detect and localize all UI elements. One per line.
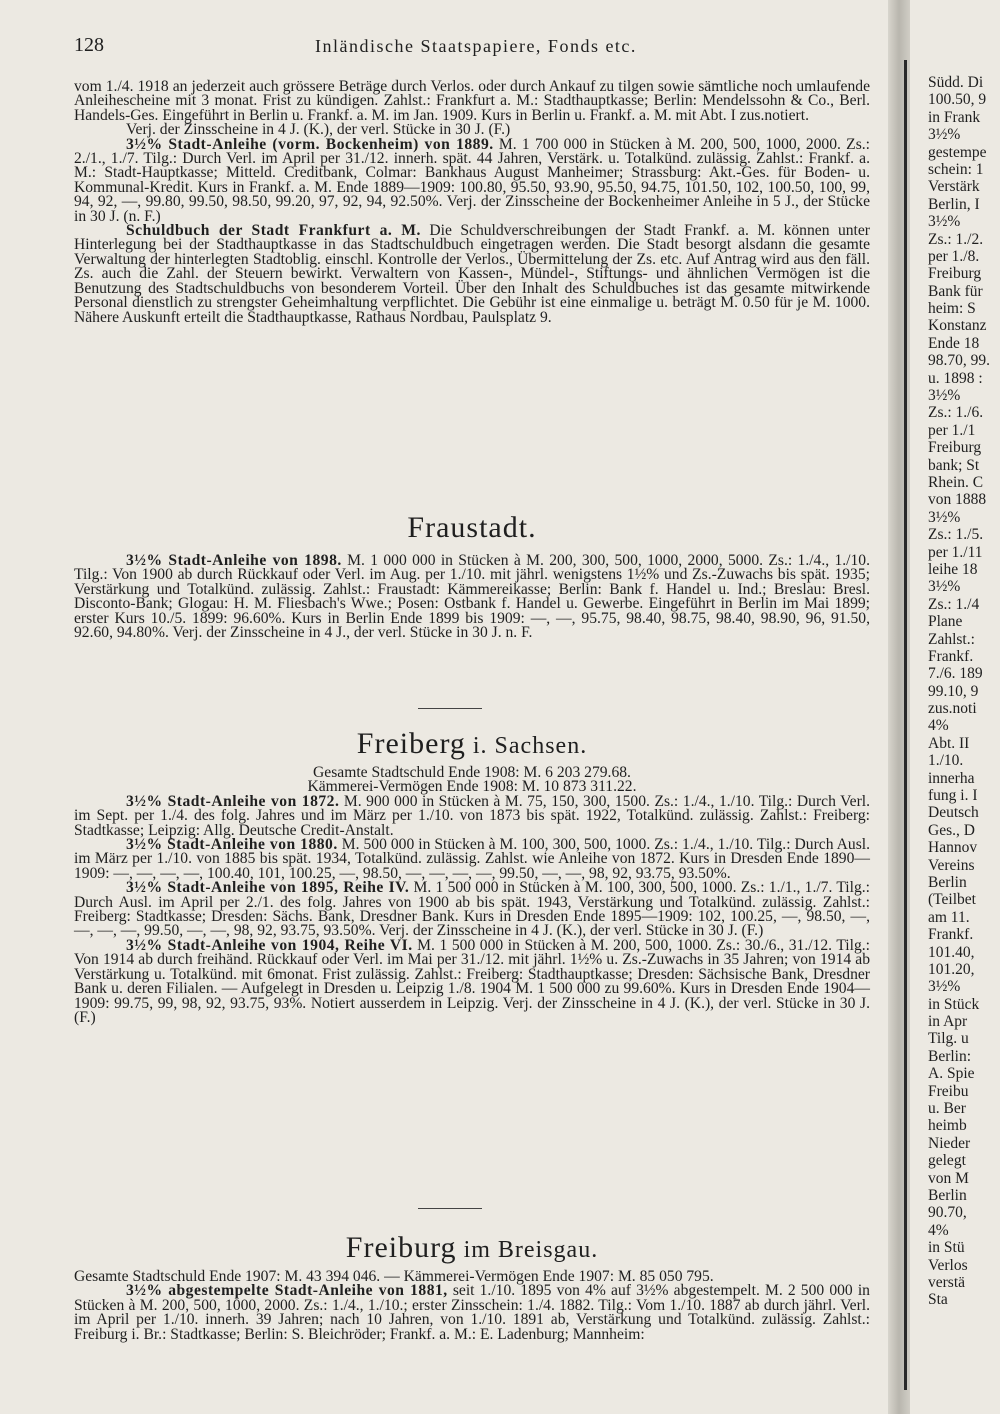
freiberg-heading <box>74 728 870 762</box>
facing-page-line: Frankf. <box>928 926 974 944</box>
freiberg-loan-1904-text: M. 1 500 000 in Stücken à M. 200, 500, 1000. Zs.: 30./6., 31./12. Tilg.: Von 1914 ab durch freihänd. Rückkauf oder Verl. im Mai per 31./12. mit jährl. 1½% u. Zs.-Zuwachs in 35 Jahren; von 1914 ab Verstärkung u. Totalkünd. mit 6monat. Frist zulässig. Zahlst.: Freiberg: Stadthauptkasse; Dresden: Sächsische Bank, Dresdner Bank u. deren Filialen. — Aufgelegt in Dresden u. Leipzig 1./8. 1904 M. 1 500 000 zu 99.60%. Kurs in Dresden Ende 1904—1909: 99.75, 99, 98, 92, 93.75, 93%. Notiert ausserdem in Leipzig. Verj. der Zinsscheine in 4 J. (K.), der verl. Stücke in 30 J. (F.) <box>74 936 870 1026</box>
facing-page-line: 7./6. 189 <box>928 665 983 683</box>
facing-page-line: 90.70, <box>928 1204 967 1222</box>
fraustadt-loan-title: 3½% Stadt-Anleihe von 1898. <box>126 552 342 569</box>
facing-page-line: 101.40, <box>928 943 975 961</box>
facing-page-line: u. Ber <box>928 1100 966 1118</box>
facing-page-line: heim: S <box>928 300 976 318</box>
freiberg-loan-1872 <box>74 792 870 839</box>
facing-page-line: in Stü <box>928 1239 965 1257</box>
facing-page-line: Zahlst.: <box>928 630 975 648</box>
facing-page-column <box>928 74 1000 1309</box>
facing-page-line: Abt. II <box>928 734 970 752</box>
freiberg-loan-1880-text: M. 500 000 in Stücken à M. 100, 300, 500, 1000. Zs.: 1./4., 1./10. Tilg.: Durch Ausl. im März per 1./10. von 1885 bis spät. 1934, Totalkünd. zulässig. Zahlst. wie Anleihe von 1872. Kurs in Dresden Ende 1890—1909: —, —, —, —, 100.40, 101, 100.25, —, 98.50, —, —, —, —, 99.50, —, —, 98, 92, 93.75, 93.50%. <box>74 836 870 882</box>
facing-page-line: verstä <box>928 1273 966 1291</box>
section-divider-2 <box>418 1208 482 1209</box>
freiberg-loan-1872-title: 3½% Stadt-Anleihe von 1872. <box>126 792 340 810</box>
facing-page-line: Nieder <box>928 1134 971 1152</box>
facing-page-line: 3½% <box>928 578 961 596</box>
facing-page-line: Berlin <box>928 873 967 891</box>
facing-page-line: Bank für <box>928 282 983 300</box>
facing-page-line: in Stück <box>928 995 980 1013</box>
fraustadt-loan-entry <box>74 554 870 640</box>
schuldbuch-entry <box>74 224 870 325</box>
facing-page-line: Konstanz <box>928 317 987 335</box>
freiberg-assets: Kämmerei-Vermögen Ende 1908: M. 10 873 311.22. <box>307 778 637 796</box>
facing-page-line: Deutsch <box>928 804 979 822</box>
facing-page-line: per 1./8. <box>928 247 980 265</box>
facing-page-line: Tilg. u <box>928 1030 969 1048</box>
facing-page-line: innerha <box>928 769 975 787</box>
freiburg-heading <box>74 1232 870 1266</box>
facing-page-line: Freibu <box>928 1082 969 1100</box>
facing-page-line: von 1888 <box>928 491 987 509</box>
column-divider <box>904 60 907 1390</box>
facing-page-line: fung i. I <box>928 787 978 805</box>
freiburg-loan-1881-text: seit 1./10. 1895 von 4% auf 3½% abgestempelt. M. 2 500 000 in Stücken à M. 200, 500, 1000, 2000. Zs.: 1./4., 1./10.; erster Zinsschein: 1./4. 1882. Tilg.: Vom 1./10. 1887 ab durch jährl. Verl. im April per 1./10. innerh. 39 Jahren; nach 10 Jahren, von 1./10. 1891 ab, Verstärkung und Totalkünd. zulässig. Zahlst.: Freiburg i. Br.: Stadtkasse; Berlin: S. Bleichröder; Frankf. a. M.: E. Ladenburg; Mannheim: <box>74 1282 870 1343</box>
freiberg-loan-1895 <box>74 881 870 939</box>
facing-page-line: zus.noti <box>928 700 977 718</box>
facing-page-line: Verlos <box>928 1256 968 1274</box>
facing-page-line: 4% <box>928 717 949 735</box>
facing-page-line: gelegt <box>928 1152 966 1170</box>
facing-page-line: Vereins <box>928 856 975 874</box>
section-divider-1 <box>418 708 482 709</box>
freiberg-loan-1880 <box>74 838 870 881</box>
freiburg-section <box>74 1232 870 1342</box>
schuldbuch-title: Schuldbuch der Stadt Frankfurt a. M. <box>126 222 421 240</box>
facing-page-line: Südd. Di <box>928 74 984 91</box>
facing-page-line: Zs.: 1./4 <box>928 595 980 613</box>
facing-page-line: u. 1898 : <box>928 369 983 387</box>
facing-page-line: 99.10, 9 <box>928 682 979 700</box>
freiburg-debt: Gesamte Stadtschuld Ende 1907: M. 43 394 046. — Kämmerei-Vermögen Ende 1907: M. 85 050 795. <box>74 1268 714 1285</box>
facing-page-line: in Apr <box>928 1013 968 1031</box>
facing-page-line: heimb <box>928 1117 967 1135</box>
freiberg-heading-main: Freiberg <box>356 727 466 760</box>
facing-page-line: Ende 18 <box>928 334 980 352</box>
facing-page-line: Zs.: 1./6. <box>928 404 984 422</box>
running-title: Inländische Staatspapiere, Fonds etc. <box>315 36 637 56</box>
facing-page-line: Berlin, I <box>928 195 980 213</box>
freiburg-heading-main: Freiburg <box>345 1231 457 1264</box>
facing-page-line: 3½% <box>928 387 961 405</box>
facing-page-line: gestempe <box>928 143 987 161</box>
facing-page-line: schein: 1 <box>928 160 984 178</box>
page-number: 128 <box>74 34 104 56</box>
freiburg-loan-1881 <box>74 1284 870 1342</box>
schuldbuch-text: Die Schuldverschreibungen der Stadt Frankf. a. M. können unter Hinterlegung bei der Stadthauptkasse in das Stadtschuldbuch eingetragen werden. Die Stadt besorgt alsdann die gesamte Verwaltung der hinterlegten Stadtoblig. einschl. Kontrolle der Verlos., Übermittelung der Zs. etc. Auf Antrag wird aus den fäll. Zs. auch die Zahl. der Steuern bewirkt. Verwaltern von Kassen-, Mündel-, Stiftungs- und ähnlichen Vermögen ist die Benutzung des Stadtschuldbuchs von besonderem Vorteil. Über den Inhalt des Schuldbuches ist das gesamte mitwirkende Personal dienstlich zu strengster Geheimhaltung verpflichtet. Die Gebühr ist eine einmalige u. beträgt M. 0.50 für je M. 1000. Nähere Auskunft erteilt die Stadthauptkasse, Rathaus Nordbau, Paulsplatz 9. <box>74 222 870 326</box>
facing-page-line: 3½% <box>928 213 961 231</box>
facing-page-line: 3½% <box>928 126 961 144</box>
facing-page-line: Freiburg <box>928 439 982 457</box>
facing-page-line: Verstärk <box>928 178 980 196</box>
freiburg-heading-sub: im Breisgau. <box>456 1237 599 1263</box>
facing-page-line: in Frank <box>928 108 981 126</box>
fraustadt-loan-text: M. 1 000 000 in Stücken à M. 200, 300, 500, 1000, 2000, 5000. Zs.: 1./4., 1./10. Tilg.: Von 1900 ab durch Rückkauf oder Verl. im Aug. per 1./10. mit jährl. wenigstens 1½% und Zs.-Zuwachs bis spät. 1935; Verstärkung und Totalkünd. zulässig. Zahlst.: Fraustadt: Kämmereikasse; Berlin: Bank f. Handel u. Ind.; Breslau: Bresl. Disconto-Bank; Glogau: H. M. Fliesbach's Wwe.; Posen: Ostbank f. Handel u. Gewerbe. Eingeführt in Berlin im Mai 1899; erster Kurs 10./5. 1899: 96.60%. Kurs in Berlin Ende 1899 bis 1909: —, —, 95.75, 98.40, 98.75, 98.40, 98.90, 96, 91.50, 92.60, 94.80%. Verj. der Zinsscheine in 4 J., der verl. Stücke in 30 J. n. F. <box>74 552 871 642</box>
facing-page-line: Hannov <box>928 839 978 857</box>
facing-page-line: 98.70, 99. <box>928 352 990 370</box>
facing-page-line: am 11. <box>928 908 970 926</box>
intro-paragraph-1: vom 1./4. 1918 an jederzeit auch grössere Beträge durch Verlos. oder durch Ankauf zu tilgen sowie sämtliche noch umlaufende Anleihescheine mit 3 monat. Frist zu kündigen. Zahlst.: Frankfurt a. M.: Stadthauptkasse; Berlin: Mendelssohn & Co., Berl. Handels-Ges. Eingeführt in Berlin u. Frankf. a. M. im Jan. 1909. Kurs in Berlin u. Frankf. a. M. mit Abt. I zus.notiert. <box>74 78 870 124</box>
facing-page-line: Plane <box>928 613 963 631</box>
facing-page-line: bank; St <box>928 456 980 474</box>
facing-page-line: 3½% <box>928 508 961 526</box>
facing-page-line: 4% <box>928 1221 949 1239</box>
fraustadt-heading: Fraustadt. <box>407 511 537 544</box>
facing-page-line: Freiburg <box>928 265 982 283</box>
facing-page-line: 100.50, 9 <box>928 91 987 109</box>
freiberg-loan-1904-title: 3½% Stadt-Anleihe von 1904, Reihe VI. <box>126 936 413 954</box>
freiberg-loan-1895-title: 3½% Stadt-Anleihe von 1895, Reihe IV. <box>126 879 410 897</box>
freiberg-section <box>74 728 870 1025</box>
facing-page-line: 3½% <box>928 978 961 996</box>
facing-page-line: 1./10. <box>928 752 964 770</box>
facing-page-line: Sta <box>928 1291 948 1309</box>
facing-page-line: 101.20, <box>928 960 975 978</box>
facing-page-line: Frankf. <box>928 647 974 665</box>
bockenheim-loan-title: 3½% Stadt-Anleihe (vorm. Bockenheim) von 1889. <box>126 135 494 153</box>
facing-page-line: per 1./1 <box>928 421 976 439</box>
facing-page-line: Zs.: 1./5. <box>928 526 984 544</box>
facing-page-line: Rhein. C <box>928 473 984 491</box>
facing-page-line: von M <box>928 1169 969 1187</box>
intro-paragraph-verj: Verj. der Zinsscheine in 4 J. (K.), der verl. Stücke in 30 J. (F.) <box>126 121 511 139</box>
facing-page-line: per 1./11 <box>928 543 983 561</box>
facing-page-line: (Teilbet <box>928 891 976 909</box>
freiberg-loan-1872-text: M. 900 000 in Stücken à M. 75, 150, 300, 1500. Zs.: 1./4., 1./10. Tilg.: Durch Verl. im Sept. per 1./4. des folg. Jahres und im März per 1./10. von 1873 bis spät. 1922, Totalkünd. zulässig. Zahlst.: Freiberg: Stadtkasse; Leipzig: Allg. Deutsche Credit-Anstalt. <box>74 792 870 839</box>
freiberg-loan-1895-text: M. 1 500 000 in Stücken à M. 100, 300, 500, 1000. Zs.: 1./1., 1./7. Tilg.: Durch Ausl. im April per 2./1. des folg. Jahres von 1900 ab bis spät. 1943, Verstärkung und Totalkünd. zulässig. Zahlst.: Freiberg: Stadtkasse; Dresden: Sächs. Bank, Dresdner Bank. Kurs in Dresden Ende 1895—1909: 102, 100.25, —, 98.50, —, —, —, —, 99.50, —, —, 98, 92, 93.75, 93.50%. Verj. der Zinsscheine in 4 J. (K.), der verl. Stücke in 30 J. (F.) <box>74 879 871 940</box>
facing-page-line: leihe 18 <box>928 560 978 578</box>
facing-page-line: Berlin: <box>928 1047 972 1065</box>
freiburg-loan-1881-title: 3½% abgestempelte Stadt-Anleihe von 1881, <box>126 1282 448 1300</box>
freiberg-loan-1880-title: 3½% Stadt-Anleihe von 1880. <box>126 836 338 854</box>
bockenheim-loan-text: M. 1 700 000 in Stücken à M. 200, 500, 1000, 2000. Zs.: 2./1., 1./7. Tilg.: Durch Verl. im April per 31./12. innerh. spät. 44 Jahren, Verstärk. u. Totalkünd. zulässig. Zahlst.: Frankf. a. M.: Stadt-Hauptkasse; Mitteld. Creditbank, Colmar: Bankhaus August Manheimer; Strassburg: Akt.-Ges. für Boden- u. Kommunal-Kredit. Kurs in Frankf. a. M. Ende 1889—1909: 100.80, 95.50, 93.90, 95.50, 94.75, 101.50, 102, 100.50, 100, 99, 94, 92, —, 99.80, 99.50, 98.50, 99.20, 97, 92, 94, 92.50%. Verj. der Zinsscheine der Bockenheimer Anleihe in 5 J., der Stücke in 30 J. (n. F.) <box>74 135 870 225</box>
facing-page-line: Berlin <box>928 1187 967 1204</box>
facing-page-line: A. Spie <box>928 1065 975 1083</box>
facing-page-line: Ges., D <box>928 821 975 839</box>
intro-section <box>74 80 870 325</box>
facing-page-line: Zs.: 1./2. <box>928 230 984 248</box>
bockenheim-loan-entry <box>74 135 870 225</box>
fraustadt-section <box>74 512 870 640</box>
freiberg-heading-sub: i. Sachsen. <box>465 733 588 759</box>
freiberg-loan-1904 <box>74 936 870 1026</box>
freiberg-debt: Gesamte Stadtschuld Ende 1908: M. 6 203 279.68. <box>313 764 631 781</box>
